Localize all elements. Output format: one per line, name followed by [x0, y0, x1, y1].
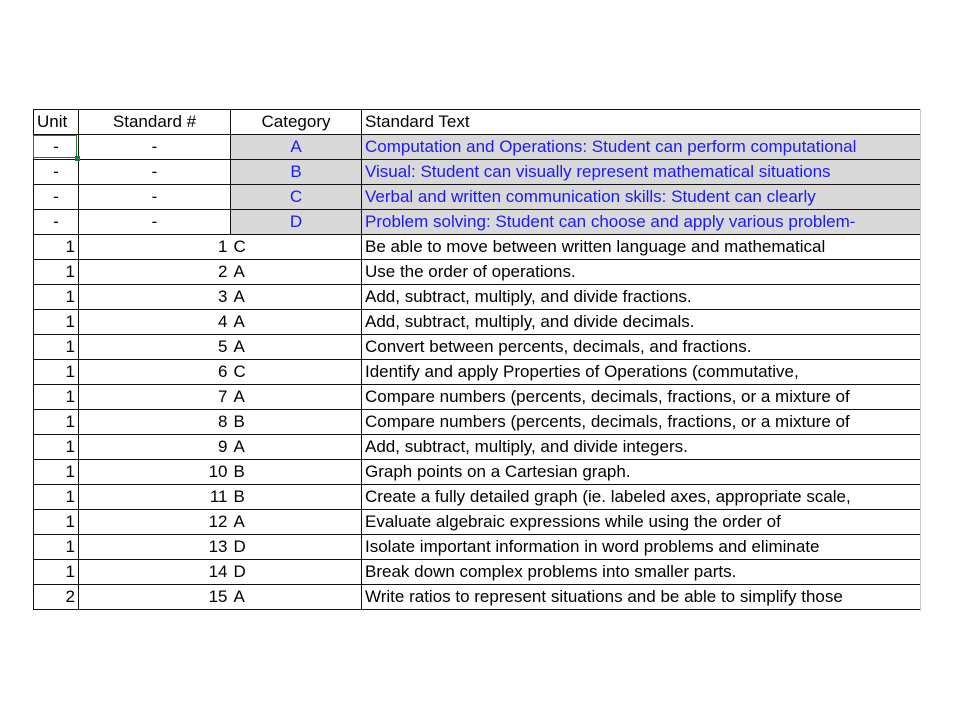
standard-text-cell[interactable]: Add, subtract, multiply, and divide decimals. [362, 310, 921, 335]
standard-text-cell[interactable]: Create a fully detailed graph (ie. labeled axes, appropriate scale, [362, 485, 921, 510]
standard-text-cell[interactable]: Use the order of operations. [362, 260, 921, 285]
category-cell[interactable]: C [231, 185, 362, 210]
unit-cell[interactable]: - [34, 160, 79, 185]
standard-text-cell[interactable]: Compare numbers (percents, decimals, fractions, or a mixture of [362, 385, 921, 410]
standard-text-cell[interactable]: Identify and apply Properties of Operations (commutative, [362, 360, 921, 385]
table-row [34, 585, 921, 610]
unit-cell[interactable]: - [34, 210, 79, 235]
category-cell[interactable]: A [231, 135, 362, 160]
header-standard-text[interactable]: Standard Text [362, 110, 921, 135]
unit-cell[interactable]: 1 [34, 310, 79, 335]
table-row [34, 535, 921, 560]
standard-text-cell[interactable]: Visual: Student can visually represent mathematical situations [362, 160, 921, 185]
spreadsheet-grid [33, 109, 931, 611]
standard-number-cell[interactable]: 12 [79, 510, 231, 535]
table-row [34, 560, 921, 585]
table-row [34, 510, 921, 535]
standard-number-cell[interactable]: 1 [79, 235, 231, 260]
standard-text-cell[interactable]: Add, subtract, multiply, and divide fractions. [362, 285, 921, 310]
table-row [34, 310, 921, 335]
standard-number-cell[interactable]: 6 [79, 360, 231, 385]
standard-number-cell[interactable]: 2 [79, 260, 231, 285]
category-cell[interactable]: D [231, 560, 362, 585]
unit-cell[interactable]: 1 [34, 460, 79, 485]
header-category[interactable]: Category [231, 110, 362, 135]
table-row [34, 460, 921, 485]
unit-cell[interactable]: - [34, 185, 79, 210]
table-row [34, 335, 921, 360]
fill-handle[interactable] [75, 156, 80, 161]
category-cell[interactable]: C [231, 235, 362, 260]
standard-number-cell[interactable]: 5 [79, 335, 231, 360]
standard-number-cell[interactable]: 11 [79, 485, 231, 510]
unit-cell[interactable]: 1 [34, 560, 79, 585]
unit-cell[interactable]: 1 [34, 485, 79, 510]
table-row [34, 485, 921, 510]
unit-cell[interactable]: 1 [34, 360, 79, 385]
category-cell[interactable]: A [231, 585, 362, 610]
standard-text-cell[interactable]: Add, subtract, multiply, and divide integers. [362, 435, 921, 460]
standard-text-cell[interactable]: Problem solving: Student can choose and apply various problem- [362, 210, 921, 235]
header-standard-number[interactable]: Standard # [79, 110, 231, 135]
category-cell[interactable]: A [231, 335, 362, 360]
standard-text-cell[interactable]: Graph points on a Cartesian graph. [362, 460, 921, 485]
standard-text-cell[interactable]: Evaluate algebraic expressions while using the order of [362, 510, 921, 535]
unit-cell[interactable]: 1 [34, 410, 79, 435]
standards-table [33, 109, 921, 610]
standard-text-cell[interactable]: Break down complex problems into smaller parts. [362, 560, 921, 585]
standard-number-cell[interactable]: 4 [79, 310, 231, 335]
category-cell[interactable]: C [231, 360, 362, 385]
standard-text-cell[interactable]: Convert between percents, decimals, and fractions. [362, 335, 921, 360]
header-row [34, 110, 921, 135]
category-cell[interactable]: B [231, 410, 362, 435]
category-cell[interactable]: A [231, 285, 362, 310]
category-cell[interactable]: B [231, 460, 362, 485]
table-row [34, 235, 921, 260]
table-row [34, 285, 921, 310]
category-cell[interactable]: B [231, 160, 362, 185]
category-cell[interactable]: A [231, 260, 362, 285]
standard-number-cell[interactable]: 10 [79, 460, 231, 485]
category-cell[interactable]: A [231, 510, 362, 535]
standard-text-cell[interactable]: Verbal and written communication skills: Student can clearly [362, 185, 921, 210]
standard-number-cell[interactable]: 14 [79, 560, 231, 585]
standard-number-cell[interactable]: 15 [79, 585, 231, 610]
table-row [34, 360, 921, 385]
table-row [34, 435, 921, 460]
standard-number-cell[interactable]: - [79, 210, 231, 235]
standard-number-cell[interactable]: 9 [79, 435, 231, 460]
unit-cell[interactable]: 1 [34, 235, 79, 260]
category-cell[interactable]: A [231, 310, 362, 335]
unit-cell[interactable]: 1 [34, 510, 79, 535]
unit-cell[interactable]: 1 [34, 535, 79, 560]
standard-number-cell[interactable]: - [79, 135, 231, 160]
unit-cell[interactable]: 1 [34, 285, 79, 310]
unit-cell[interactable]: 1 [34, 335, 79, 360]
table-row [34, 260, 921, 285]
standard-number-cell[interactable]: 13 [79, 535, 231, 560]
standard-text-cell[interactable]: Compare numbers (percents, decimals, fractions, or a mixture of [362, 410, 921, 435]
table-row [34, 410, 921, 435]
standard-text-cell[interactable]: Computation and Operations: Student can perform computational [362, 135, 921, 160]
category-cell[interactable]: B [231, 485, 362, 510]
unit-cell[interactable]: 2 [34, 585, 79, 610]
category-cell[interactable]: D [231, 535, 362, 560]
standard-number-cell[interactable]: 8 [79, 410, 231, 435]
table-row [34, 385, 921, 410]
standard-number-cell[interactable]: - [79, 185, 231, 210]
standard-text-cell[interactable]: Isolate important information in word problems and eliminate [362, 535, 921, 560]
standard-text-cell[interactable]: Be able to move between written language and mathematical [362, 235, 921, 260]
column-gridline [920, 109, 921, 611]
standard-number-cell[interactable]: 7 [79, 385, 231, 410]
unit-cell[interactable]: - [34, 135, 79, 160]
category-cell[interactable]: A [231, 435, 362, 460]
category-cell[interactable]: D [231, 210, 362, 235]
header-unit[interactable]: Unit [34, 110, 79, 135]
category-cell[interactable]: A [231, 385, 362, 410]
category-row [34, 210, 921, 235]
unit-cell[interactable]: 1 [34, 260, 79, 285]
category-row [34, 185, 921, 210]
standard-number-cell[interactable]: - [79, 160, 231, 185]
standard-number-cell[interactable]: 3 [79, 285, 231, 310]
category-row [34, 135, 921, 160]
standard-text-cell[interactable]: Write ratios to represent situations and be able to simplify those [362, 585, 921, 610]
unit-cell[interactable]: 1 [34, 435, 79, 460]
unit-cell[interactable]: 1 [34, 385, 79, 410]
category-row [34, 160, 921, 185]
